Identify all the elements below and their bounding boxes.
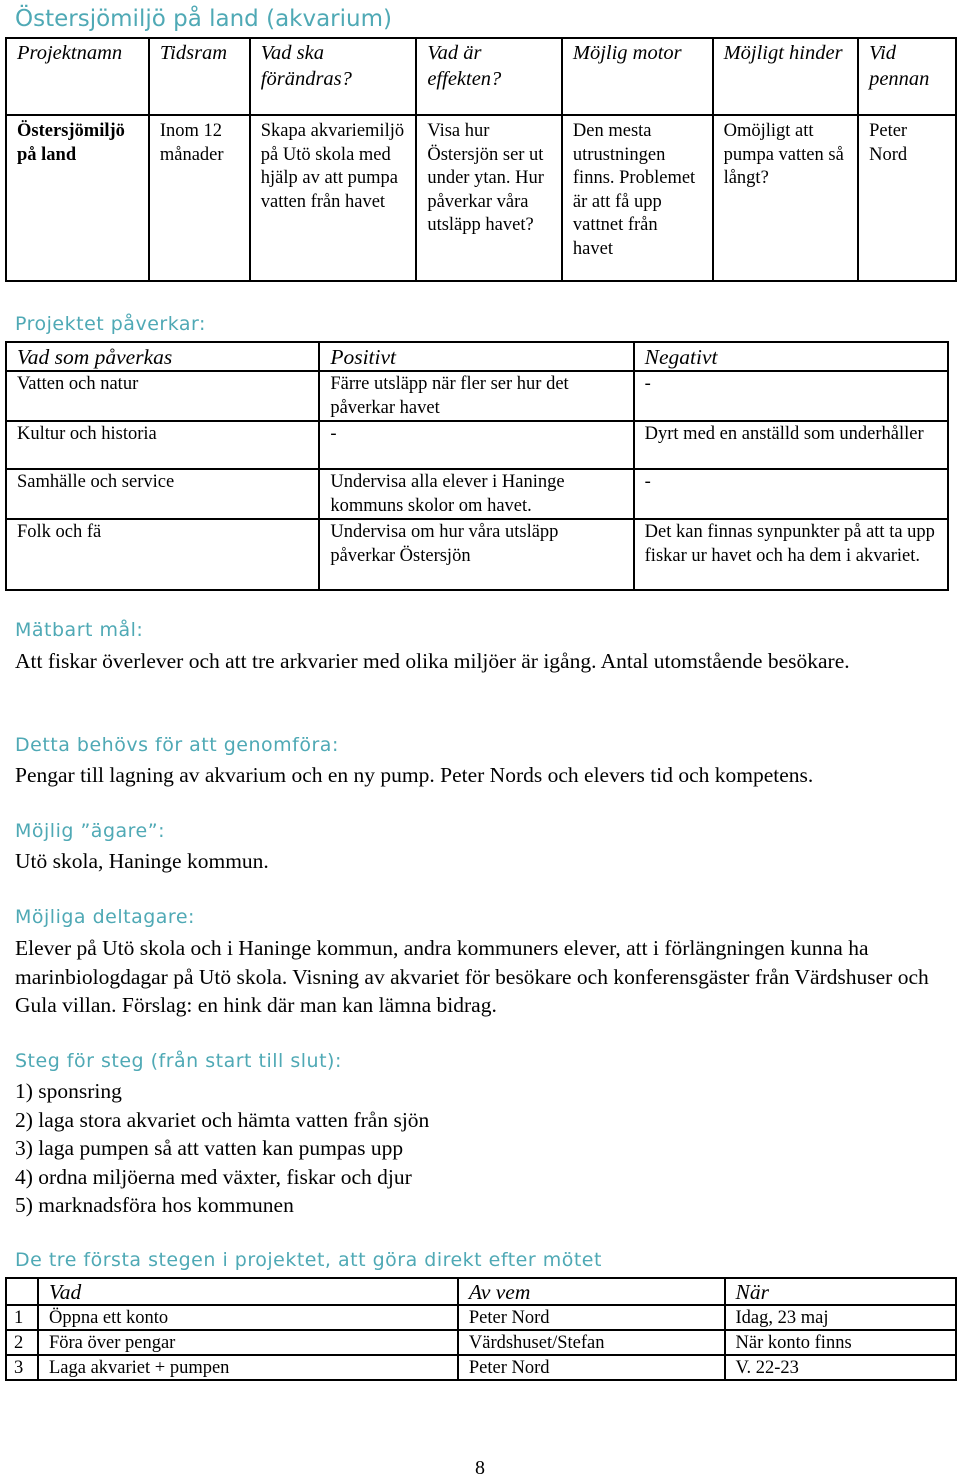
step-who: Peter Nord xyxy=(458,1305,725,1330)
impact-row xyxy=(6,421,948,469)
step-what: Laga akvariet + pumpen xyxy=(38,1355,458,1380)
needs-text: Pengar till lagning av akvarium och en ny pump. Peter Nords och elevers tid och kompetens. xyxy=(15,763,814,787)
impact-positive: Undervisa alla elever i Haninge kommuns skolor om havet. xyxy=(319,469,633,519)
header-tidsram: Tidsram xyxy=(149,38,250,115)
impact-area: Kultur och historia xyxy=(6,421,319,469)
table-row xyxy=(6,1355,956,1380)
page-number: 8 xyxy=(475,1457,485,1479)
owner-heading: Möjlig ”ägare”: xyxy=(15,820,165,842)
impact-area: Vatten och natur xyxy=(6,371,319,421)
step-number: 1 xyxy=(6,1305,38,1330)
header-vad-ska-forandras: Vad ska förändras? xyxy=(250,38,417,115)
step-who: Peter Nord xyxy=(458,1355,725,1380)
cell-vad-ska-forandras: Skapa akvariemiljö på Utö skola med hjälp av att pumpa vatten från havet xyxy=(250,115,417,281)
table-row xyxy=(6,1305,956,1330)
header-vad-ar-effekten: Vad är effekten? xyxy=(416,38,562,115)
first-steps-table xyxy=(5,1277,957,1381)
measurable-heading: Mätbart mål: xyxy=(15,619,144,641)
cell-mojlig-motor: Den mesta utrustningen finns. Problemet är att få upp vattnet från havet xyxy=(562,115,713,281)
step-number: 2 xyxy=(6,1330,38,1355)
project-table-header-row xyxy=(6,38,956,115)
impact-negative: Det kan finnas synpunkter på att ta upp fiskar ur havet och ha dem i akvariet. xyxy=(634,519,948,590)
project-table-row xyxy=(6,115,956,281)
impact-positive: - xyxy=(319,421,633,469)
header-mojligt-hinder: Möjligt hinder xyxy=(713,38,859,115)
first-steps-heading: De tre första stegen i projektet, att göra direkt efter mötet xyxy=(15,1249,602,1271)
impact-negative: - xyxy=(634,469,948,519)
step-what: Föra över pengar xyxy=(38,1330,458,1355)
list-item: 4) ordna miljöerna med växter, fiskar och djur xyxy=(15,1164,412,1189)
step-when: V. 22-23 xyxy=(725,1355,956,1380)
header-negativt: Negativt xyxy=(634,342,948,371)
impact-row xyxy=(6,371,948,421)
list-item: 1) sponsring xyxy=(15,1079,122,1103)
list-item: 5) marknadsföra hos kommunen xyxy=(15,1193,294,1217)
impact-positive: Färre utsläpp när fler ser hur det påverkar havet xyxy=(319,371,633,421)
needs-heading: Detta behövs för att genomföra: xyxy=(15,734,339,756)
impact-negative: Dyrt med en anställd som underhåller xyxy=(634,421,948,469)
impact-negative: - xyxy=(634,371,948,421)
header-vad-som-paverkas: Vad som påverkas xyxy=(6,342,319,371)
impact-positive: Undervisa om hur våra utsläpp påverkar Östersjön xyxy=(319,519,633,590)
cell-vid-pennan: Peter Nord xyxy=(858,115,956,281)
header-number xyxy=(6,1278,38,1305)
header-positivt: Positivt xyxy=(319,342,633,371)
impact-area: Samhälle och service xyxy=(6,469,319,519)
header-av-vem: Av vem xyxy=(458,1278,725,1305)
impact-table xyxy=(5,341,949,591)
cell-mojligt-hinder: Omöjligt att pumpa vatten så långt? xyxy=(713,115,859,281)
header-nar: När xyxy=(725,1278,956,1305)
steps-list xyxy=(15,1077,950,1220)
step-what: Öppna ett konto xyxy=(38,1305,458,1330)
step-who: Värdshuset/Stefan xyxy=(458,1330,725,1355)
step-when: Idag, 23 maj xyxy=(725,1305,956,1330)
impact-row xyxy=(6,469,948,519)
header-vid-pennan: Vid pennan xyxy=(858,38,956,115)
impact-header-row xyxy=(6,342,948,371)
steps-heading: Steg för steg (från start till slut): xyxy=(15,1050,342,1072)
owner-text: Utö skola, Haninge kommun. xyxy=(15,849,269,873)
list-item: 2) laga stora akvariet och hämta vatten från sjön xyxy=(15,1107,430,1132)
cell-projektnamn: Östersjömiljö på land xyxy=(6,115,149,281)
cell-tidsram: Inom 12 månader xyxy=(149,115,250,281)
header-vad: Vad xyxy=(38,1278,458,1305)
list-item: 3) laga pumpen så att vatten kan pumpas upp xyxy=(15,1136,404,1160)
header-mojlig-motor: Möjlig motor xyxy=(562,38,713,115)
header-projektnamn: Projektnamn xyxy=(6,38,149,115)
measurable-text: Att fiskar överlever och att tre arkvarier med olika miljöer är igång. Antal utomstående besökare. xyxy=(15,649,850,673)
page-title: Östersjömiljö på land (akvarium) xyxy=(15,6,392,32)
impact-row xyxy=(6,519,948,590)
impact-heading: Projektet påverkar: xyxy=(15,313,206,335)
step-when: När konto finns xyxy=(725,1330,956,1355)
impact-area: Folk och fä xyxy=(6,519,319,590)
first-steps-header-row xyxy=(6,1278,956,1305)
participants-text: Elever på Utö skola och i Haninge kommun, andra kommuners elever, att i förlängningen kunna ha marinbiologdagar på Utö skola. Visning av akvariet för besökare och konferensgäster från Värdshuser och Gula villan. Förslag: en hink där man kan lämna bidrag. xyxy=(15,936,929,1017)
project-table xyxy=(5,37,957,282)
cell-vad-ar-effekten: Visa hur Östersjön ser ut under ytan. Hur påverkar våra utsläpp havet? xyxy=(416,115,562,281)
table-row xyxy=(6,1330,956,1355)
participants-heading: Möjliga deltagare: xyxy=(15,906,195,928)
step-number: 3 xyxy=(6,1355,38,1380)
